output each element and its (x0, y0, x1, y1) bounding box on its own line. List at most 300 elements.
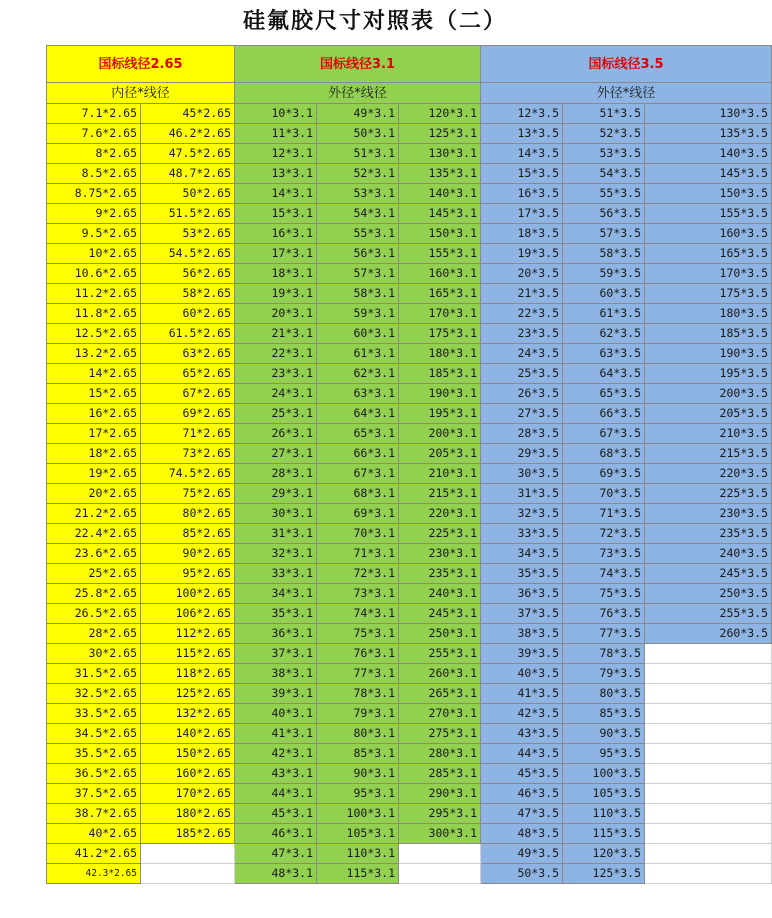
table-cell: 55*3.1 (317, 224, 399, 244)
table-cell: 39*3.5 (481, 644, 563, 664)
table-row (47, 844, 772, 864)
table-cell: 79*3.5 (563, 664, 645, 684)
table-cell: 30*3.1 (235, 504, 317, 524)
table-cell: 26.5*2.65 (47, 604, 141, 624)
table-cell: 30*3.5 (481, 464, 563, 484)
table-cell: 50*3.5 (481, 864, 563, 884)
table-cell (645, 864, 772, 884)
table-cell (645, 784, 772, 804)
table-cell: 195*3.5 (645, 364, 772, 384)
table-cell: 180*2.65 (141, 804, 235, 824)
table-cell: 70*3.1 (317, 524, 399, 544)
table-cell: 48.7*2.65 (141, 164, 235, 184)
table-row (47, 784, 772, 804)
table-cell: 215*3.1 (399, 484, 481, 504)
table-cell: 135*3.1 (399, 164, 481, 184)
table-cell: 17*3.5 (481, 204, 563, 224)
table-row (47, 544, 772, 564)
table-row (47, 864, 772, 884)
table-cell: 85*3.1 (317, 744, 399, 764)
table-cell: 61.5*2.65 (141, 324, 235, 344)
table-cell: 100*3.5 (563, 764, 645, 784)
table-cell (645, 724, 772, 744)
table-cell: 11.2*2.65 (47, 284, 141, 304)
table-cell: 160*3.5 (645, 224, 772, 244)
table-cell: 95*3.1 (317, 784, 399, 804)
table-cell: 71*2.65 (141, 424, 235, 444)
table-cell: 15*3.5 (481, 164, 563, 184)
table-cell: 23*3.5 (481, 324, 563, 344)
table-row (47, 504, 772, 524)
table-row (47, 284, 772, 304)
table-cell: 80*2.65 (141, 504, 235, 524)
table-cell: 59*3.1 (317, 304, 399, 324)
table-cell: 145*3.5 (645, 164, 772, 184)
table-row (47, 664, 772, 684)
table-cell: 61*3.1 (317, 344, 399, 364)
header-green: 国标线径3.1 (235, 46, 481, 83)
table-cell: 9.5*2.65 (47, 224, 141, 244)
table-row (47, 404, 772, 424)
table-cell: 110*3.1 (317, 844, 399, 864)
table-row (47, 344, 772, 364)
table-cell: 15*2.65 (47, 384, 141, 404)
table-cell: 145*3.1 (399, 204, 481, 224)
table-cell: 19*2.65 (47, 464, 141, 484)
table-cell: 74*3.5 (563, 564, 645, 584)
table-cell: 74*3.1 (317, 604, 399, 624)
table-cell: 19*3.5 (481, 244, 563, 264)
table-cell: 120*3.5 (563, 844, 645, 864)
table-cell: 21*3.5 (481, 284, 563, 304)
table-cell: 62*3.5 (563, 324, 645, 344)
table-cell: 11.8*2.65 (47, 304, 141, 324)
table-cell: 60*2.65 (141, 304, 235, 324)
table-cell: 45*3.1 (235, 804, 317, 824)
table-cell: 230*3.1 (399, 544, 481, 564)
table-cell: 245*3.5 (645, 564, 772, 584)
table-row (47, 464, 772, 484)
table-cell: 13*3.1 (235, 164, 317, 184)
table-cell: 14*3.5 (481, 144, 563, 164)
table-cell: 72*3.5 (563, 524, 645, 544)
table-cell: 64*3.1 (317, 404, 399, 424)
table-cell: 29*3.5 (481, 444, 563, 464)
table-cell: 66*3.5 (563, 404, 645, 424)
table-cell: 58*3.1 (317, 284, 399, 304)
table-cell: 54*3.5 (563, 164, 645, 184)
table-cell: 55*3.5 (563, 184, 645, 204)
table-cell: 42*3.5 (481, 704, 563, 724)
table-cell: 95*3.5 (563, 744, 645, 764)
table-cell: 53*3.1 (317, 184, 399, 204)
table-cell: 67*3.1 (317, 464, 399, 484)
table-cell: 56*3.5 (563, 204, 645, 224)
table-cell: 25*2.65 (47, 564, 141, 584)
table-row (47, 124, 772, 144)
table-cell: 10.6*2.65 (47, 264, 141, 284)
table-cell: 170*2.65 (141, 784, 235, 804)
table-cell: 43*3.1 (235, 764, 317, 784)
table-cell: 11*3.1 (235, 124, 317, 144)
table-row (47, 244, 772, 264)
table-cell: 54.5*2.65 (141, 244, 235, 264)
table-cell: 65*3.5 (563, 384, 645, 404)
table-row (47, 144, 772, 164)
table-cell: 170*3.1 (399, 304, 481, 324)
header-blue: 国标线径3.5 (481, 46, 772, 83)
table-cell: 52*3.5 (563, 124, 645, 144)
table-cell: 40*3.5 (481, 664, 563, 684)
table-cell: 85*2.65 (141, 524, 235, 544)
table-cell: 18*3.5 (481, 224, 563, 244)
table-cell: 78*3.1 (317, 684, 399, 704)
table-cell: 47.5*2.65 (141, 144, 235, 164)
table-cell: 38.7*2.65 (47, 804, 141, 824)
table-cell: 118*2.65 (141, 664, 235, 684)
table-cell: 130*3.1 (399, 144, 481, 164)
table-cell: 165*3.1 (399, 284, 481, 304)
table-row (47, 444, 772, 464)
table-cell (645, 844, 772, 864)
table-row (47, 624, 772, 644)
table-cell: 245*3.1 (399, 604, 481, 624)
table-cell: 69*3.1 (317, 504, 399, 524)
table-cell: 155*3.1 (399, 244, 481, 264)
table-row (47, 304, 772, 324)
table-cell: 12*3.5 (481, 104, 563, 124)
table-cell (645, 824, 772, 844)
table-row (47, 804, 772, 824)
table-cell: 16*2.65 (47, 404, 141, 424)
table-cell: 40*3.1 (235, 704, 317, 724)
table-cell: 43*3.5 (481, 724, 563, 744)
table-cell: 51*3.5 (563, 104, 645, 124)
table-cell: 50*3.1 (317, 124, 399, 144)
table-cell: 57*3.1 (317, 264, 399, 284)
table-cell: 76*3.1 (317, 644, 399, 664)
table-cell: 125*2.65 (141, 684, 235, 704)
table-row (47, 224, 772, 244)
table-cell: 7.1*2.65 (47, 104, 141, 124)
table-cell: 21.2*2.65 (47, 504, 141, 524)
table-cell: 28*3.1 (235, 464, 317, 484)
table-cell: 75*3.1 (317, 624, 399, 644)
table-cell: 27*3.1 (235, 444, 317, 464)
table-cell: 90*2.65 (141, 544, 235, 564)
table-cell: 150*3.5 (645, 184, 772, 204)
table-cell: 73*3.1 (317, 584, 399, 604)
table-cell (645, 764, 772, 784)
table-cell: 48*3.1 (235, 864, 317, 884)
table-cell: 47*3.1 (235, 844, 317, 864)
table-cell: 135*3.5 (645, 124, 772, 144)
table-row (47, 764, 772, 784)
table-cell (645, 644, 772, 664)
table-cell: 62*3.1 (317, 364, 399, 384)
table-cell: 19*3.1 (235, 284, 317, 304)
table-cell: 53*2.65 (141, 224, 235, 244)
table-cell: 75*2.65 (141, 484, 235, 504)
table-cell: 36.5*2.65 (47, 764, 141, 784)
table-cell: 8.75*2.65 (47, 184, 141, 204)
table-cell: 45*3.5 (481, 764, 563, 784)
table-cell: 260*3.5 (645, 624, 772, 644)
table-cell: 8.5*2.65 (47, 164, 141, 184)
table-cell: 36*3.5 (481, 584, 563, 604)
table-cell: 42.3*2.65 (47, 864, 141, 884)
table-cell: 73*2.65 (141, 444, 235, 464)
table-cell: 150*3.1 (399, 224, 481, 244)
table-cell: 50*2.65 (141, 184, 235, 204)
table-cell: 175*3.5 (645, 284, 772, 304)
page-title: 硅氟胶尺寸对照表（二） (242, 8, 507, 34)
table-cell: 155*3.5 (645, 204, 772, 224)
size-table-sheet (46, 45, 769, 918)
table-cell: 115*2.65 (141, 644, 235, 664)
subheader-green: 外径*线径 (235, 83, 481, 104)
table-cell: 79*3.1 (317, 704, 399, 724)
table-cell: 17*2.65 (47, 424, 141, 444)
table-cell: 34*3.1 (235, 584, 317, 604)
table-cell (141, 844, 235, 864)
table-cell: 37.5*2.65 (47, 784, 141, 804)
table-cell: 280*3.1 (399, 744, 481, 764)
table-cell: 160*3.1 (399, 264, 481, 284)
table-cell: 115*3.1 (317, 864, 399, 884)
table-cell: 39*3.1 (235, 684, 317, 704)
table-cell: 210*3.1 (399, 464, 481, 484)
table-cell: 30*2.65 (47, 644, 141, 664)
table-cell: 61*3.5 (563, 304, 645, 324)
table-cell: 10*3.1 (235, 104, 317, 124)
table-cell: 42*3.1 (235, 744, 317, 764)
table-cell: 90*3.1 (317, 764, 399, 784)
table-cell: 68*3.1 (317, 484, 399, 504)
table-cell: 17*3.1 (235, 244, 317, 264)
table-cell: 10*2.65 (47, 244, 141, 264)
table-cell: 185*3.5 (645, 324, 772, 344)
table-cell: 34.5*2.65 (47, 724, 141, 744)
table-cell: 56*3.1 (317, 244, 399, 264)
table-cell: 140*3.1 (399, 184, 481, 204)
table-cell: 28*2.65 (47, 624, 141, 644)
table-cell: 205*3.5 (645, 404, 772, 424)
table-cell: 105*3.1 (317, 824, 399, 844)
table-cell: 28*3.5 (481, 424, 563, 444)
table-cell: 13.2*2.65 (47, 344, 141, 364)
table-cell: 26*3.5 (481, 384, 563, 404)
table-cell: 115*3.5 (563, 824, 645, 844)
table-cell (399, 864, 481, 884)
table-cell: 14*3.1 (235, 184, 317, 204)
table-row (47, 824, 772, 844)
table-cell: 190*3.5 (645, 344, 772, 364)
table-cell: 69*3.5 (563, 464, 645, 484)
table-cell: 77*3.1 (317, 664, 399, 684)
table-cell: 18*3.1 (235, 264, 317, 284)
header-row (47, 46, 772, 83)
table-cell: 80*3.5 (563, 684, 645, 704)
table-row (47, 204, 772, 224)
table-cell: 260*3.1 (399, 664, 481, 684)
table-cell: 67*3.5 (563, 424, 645, 444)
table-cell: 100*2.65 (141, 584, 235, 604)
subheader-blue: 外径*线径 (481, 83, 772, 104)
table-cell: 190*3.1 (399, 384, 481, 404)
table-cell: 31*3.1 (235, 524, 317, 544)
table-cell: 185*3.1 (399, 364, 481, 384)
table-cell: 225*3.1 (399, 524, 481, 544)
table-cell: 78*3.5 (563, 644, 645, 664)
table-cell: 25.8*2.65 (47, 584, 141, 604)
table-cell (141, 864, 235, 884)
table-cell: 35*3.5 (481, 564, 563, 584)
table-cell: 57*3.5 (563, 224, 645, 244)
table-cell: 140*2.65 (141, 724, 235, 744)
table-cell: 67*2.65 (141, 384, 235, 404)
table-cell: 36*3.1 (235, 624, 317, 644)
table-cell: 170*3.5 (645, 264, 772, 284)
table-cell: 51*3.1 (317, 144, 399, 164)
table-cell: 72*3.1 (317, 564, 399, 584)
table-cell (645, 804, 772, 824)
table-cell: 270*3.1 (399, 704, 481, 724)
table-cell (399, 844, 481, 864)
table-row (47, 524, 772, 544)
table-cell: 240*3.1 (399, 584, 481, 604)
table-cell: 125*3.5 (563, 864, 645, 884)
table-cell: 215*3.5 (645, 444, 772, 464)
table-cell: 37*3.1 (235, 644, 317, 664)
table-cell: 22*3.5 (481, 304, 563, 324)
table-cell: 26*3.1 (235, 424, 317, 444)
table-cell: 45*2.65 (141, 104, 235, 124)
table-cell: 63*3.5 (563, 344, 645, 364)
table-cell: 47*3.5 (481, 804, 563, 824)
table-cell: 140*3.5 (645, 144, 772, 164)
table-cell: 29*3.1 (235, 484, 317, 504)
table-cell: 160*2.65 (141, 764, 235, 784)
table-cell: 22.4*2.65 (47, 524, 141, 544)
header-yellow: 国标线径2.65 (47, 46, 235, 83)
table-cell: 31*3.5 (481, 484, 563, 504)
table-cell: 300*3.1 (399, 824, 481, 844)
table-cell: 220*3.5 (645, 464, 772, 484)
table-cell: 25*3.1 (235, 404, 317, 424)
table-row (47, 644, 772, 664)
table-cell: 68*3.5 (563, 444, 645, 464)
table-cell: 235*3.1 (399, 564, 481, 584)
table-cell: 110*3.5 (563, 804, 645, 824)
table-cell: 125*3.1 (399, 124, 481, 144)
table-cell: 265*3.1 (399, 684, 481, 704)
table-cell: 7.6*2.65 (47, 124, 141, 144)
table-cell: 100*3.1 (317, 804, 399, 824)
table-cell: 64*3.5 (563, 364, 645, 384)
table-row (47, 724, 772, 744)
table-cell: 12*3.1 (235, 144, 317, 164)
table-cell: 225*3.5 (645, 484, 772, 504)
table-cell: 85*3.5 (563, 704, 645, 724)
table-cell: 95*2.65 (141, 564, 235, 584)
table-row (47, 684, 772, 704)
table-cell: 32*3.5 (481, 504, 563, 524)
table-row (47, 484, 772, 504)
table-row (47, 584, 772, 604)
table-row (47, 104, 772, 124)
table-row (47, 164, 772, 184)
table-cell: 37*3.5 (481, 604, 563, 624)
table-cell: 275*3.1 (399, 724, 481, 744)
table-cell: 9*2.65 (47, 204, 141, 224)
table-cell: 44*3.5 (481, 744, 563, 764)
table-row (47, 264, 772, 284)
table-cell: 15*3.1 (235, 204, 317, 224)
table-cell: 200*3.1 (399, 424, 481, 444)
table-cell: 53*3.5 (563, 144, 645, 164)
table-cell: 33*3.1 (235, 564, 317, 584)
table-cell: 46*3.1 (235, 824, 317, 844)
table-cell: 77*3.5 (563, 624, 645, 644)
table-cell: 25*3.5 (481, 364, 563, 384)
size-table (46, 45, 772, 884)
table-row (47, 384, 772, 404)
table-cell: 21*3.1 (235, 324, 317, 344)
table-cell: 205*3.1 (399, 444, 481, 464)
table-cell: 285*3.1 (399, 764, 481, 784)
table-cell: 69*2.65 (141, 404, 235, 424)
table-cell: 24*3.5 (481, 344, 563, 364)
table-cell: 44*3.1 (235, 784, 317, 804)
table-row (47, 324, 772, 344)
table-cell: 200*3.5 (645, 384, 772, 404)
table-cell: 60*3.1 (317, 324, 399, 344)
table-cell: 54*3.1 (317, 204, 399, 224)
table-cell: 35.5*2.65 (47, 744, 141, 764)
subheader-row (47, 83, 772, 104)
table-cell: 33*3.5 (481, 524, 563, 544)
table-cell: 41*3.1 (235, 724, 317, 744)
table-row (47, 604, 772, 624)
table-cell: 34*3.5 (481, 544, 563, 564)
table-cell: 295*3.1 (399, 804, 481, 824)
table-cell: 120*3.1 (399, 104, 481, 124)
table-cell: 230*3.5 (645, 504, 772, 524)
table-cell: 38*3.1 (235, 664, 317, 684)
table-row (47, 424, 772, 444)
table-cell: 150*2.65 (141, 744, 235, 764)
table-cell: 195*3.1 (399, 404, 481, 424)
table-cell: 22*3.1 (235, 344, 317, 364)
table-cell: 290*3.1 (399, 784, 481, 804)
table-cell (645, 684, 772, 704)
table-cell: 32*3.1 (235, 544, 317, 564)
table-cell: 90*3.5 (563, 724, 645, 744)
table-row (47, 564, 772, 584)
table-cell: 71*3.5 (563, 504, 645, 524)
table-cell: 23.6*2.65 (47, 544, 141, 564)
table-cell: 18*2.65 (47, 444, 141, 464)
table-cell: 70*3.5 (563, 484, 645, 504)
table-cell: 49*3.5 (481, 844, 563, 864)
table-cell: 60*3.5 (563, 284, 645, 304)
table-row (47, 704, 772, 724)
table-cell: 63*3.1 (317, 384, 399, 404)
table-cell: 66*3.1 (317, 444, 399, 464)
table-cell: 24*3.1 (235, 384, 317, 404)
table-cell: 65*2.65 (141, 364, 235, 384)
